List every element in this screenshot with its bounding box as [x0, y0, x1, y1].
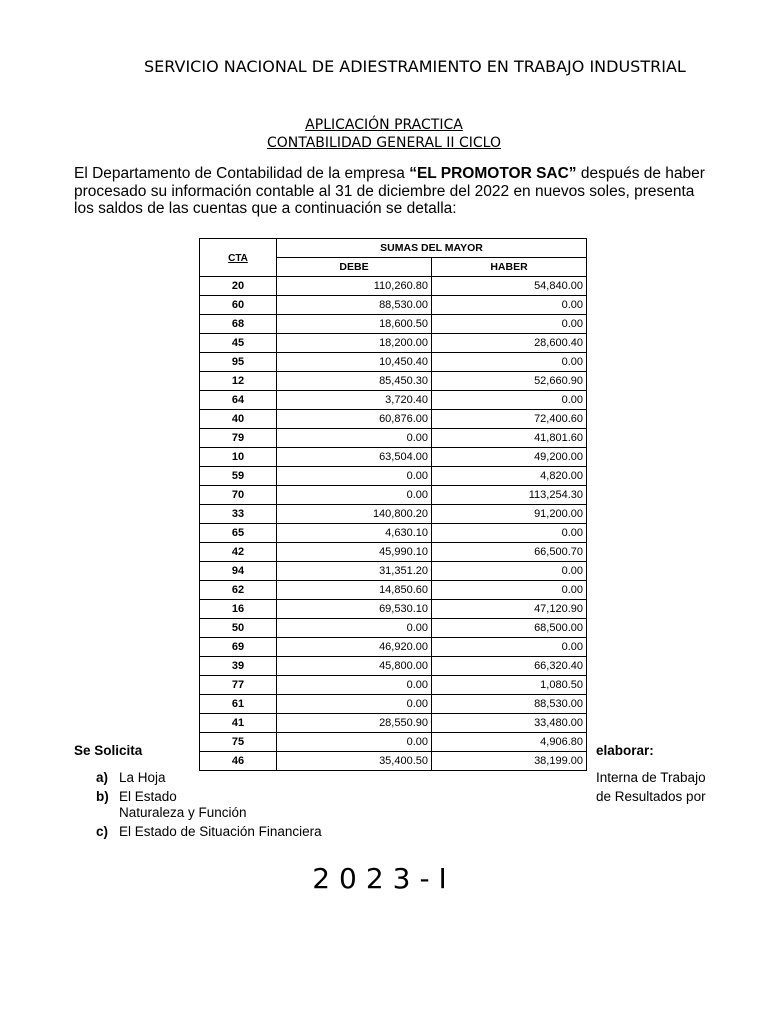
- table-row: [200, 733, 587, 752]
- table-row: [200, 505, 587, 524]
- debe-cell: 18,200.00: [277, 334, 432, 353]
- haber-cell: 68,500.00: [432, 619, 587, 638]
- haber-cell: 4,906.80: [432, 733, 587, 752]
- table-row: [200, 695, 587, 714]
- debe-cell: 85,450.30: [277, 372, 432, 391]
- ledger-table: [199, 238, 587, 771]
- haber-cell: 1,080.50: [432, 676, 587, 695]
- cta-cell: 46: [200, 752, 277, 771]
- item-c-text: El Estado de Situación Financiera: [119, 824, 322, 839]
- haber-cell: 41,801.60: [432, 429, 587, 448]
- debe-cell: 45,990.10: [277, 543, 432, 562]
- cta-cell: 20: [200, 277, 277, 296]
- haber-cell: 38,199.00: [432, 752, 587, 771]
- cta-cell: 40: [200, 410, 277, 429]
- cta-cell: 65: [200, 524, 277, 543]
- debe-cell: 14,850.60: [277, 581, 432, 600]
- cta-cell: 41: [200, 714, 277, 733]
- debe-cell: 69,530.10: [277, 600, 432, 619]
- table-row: [200, 562, 587, 581]
- item-b-left: El Estado: [119, 789, 177, 804]
- haber-cell: 66,320.40: [432, 657, 587, 676]
- document-title: SERVICIO NACIONAL DE ADIESTRAMIENTO EN TRABAJO INDUSTRIAL: [144, 57, 686, 76]
- debe-cell: 0.00: [277, 619, 432, 638]
- debe-cell: 60,876.00: [277, 410, 432, 429]
- haber-cell: 91,200.00: [432, 505, 587, 524]
- debe-cell: 3,720.40: [277, 391, 432, 410]
- debe-cell: 88,530.00: [277, 296, 432, 315]
- subtitle-application: APLICACIÓN PRACTICA: [305, 117, 463, 133]
- haber-cell: 0.00: [432, 353, 587, 372]
- debe-cell: 35,400.50: [277, 752, 432, 771]
- cta-cell: 70: [200, 486, 277, 505]
- debe-cell: 0.00: [277, 695, 432, 714]
- cta-cell: 79: [200, 429, 277, 448]
- subtitle-course: CONTABILIDAD GENERAL II CICLO: [266, 135, 502, 151]
- cta-cell: 95: [200, 353, 277, 372]
- debe-cell: 0.00: [277, 429, 432, 448]
- table-row: [200, 372, 587, 391]
- haber-cell: 4,820.00: [432, 467, 587, 486]
- haber-cell: 0.00: [432, 296, 587, 315]
- cta-cell: 50: [200, 619, 277, 638]
- table-row: [200, 448, 587, 467]
- table-row: [200, 657, 587, 676]
- cta-cell: 64: [200, 391, 277, 410]
- table-row: [200, 315, 587, 334]
- cta-cell: 61: [200, 695, 277, 714]
- period-label: 2023-I: [312, 862, 456, 895]
- debe-cell: 10,450.40: [277, 353, 432, 372]
- table-row: [200, 296, 587, 315]
- ledger-body: [200, 277, 587, 771]
- se-solicita-label: Se Solicita: [74, 743, 143, 758]
- haber-cell: 47,120.90: [432, 600, 587, 619]
- cta-cell: 39: [200, 657, 277, 676]
- cta-cell: 75: [200, 733, 277, 752]
- cta-cell: 60: [200, 296, 277, 315]
- debe-cell: 46,920.00: [277, 638, 432, 657]
- intro-text-1: El Departamento de Contabilidad de la empresa: [74, 165, 410, 182]
- cta-cell: 12: [200, 372, 277, 391]
- table-row: [200, 581, 587, 600]
- haber-cell: 0.00: [432, 562, 587, 581]
- haber-cell: 28,600.40: [432, 334, 587, 353]
- item-b-continuation: Naturaleza y Función: [119, 805, 247, 820]
- item-b-marker: b): [96, 789, 109, 804]
- table-row: [200, 676, 587, 695]
- sumas-header: SUMAS DEL MAYOR: [277, 239, 587, 258]
- haber-cell: 66,500.70: [432, 543, 587, 562]
- table-row: [200, 391, 587, 410]
- cta-cell: 33: [200, 505, 277, 524]
- elaborar-label: elaborar:: [596, 743, 654, 758]
- intro-text-2: después de haber procesado su información contable al 31 de diciembre del 2022 en nuevos soles, presenta los saldos de las cuentas que a continuación se detalla:: [74, 165, 705, 217]
- table-row: [200, 467, 587, 486]
- cta-cell: 62: [200, 581, 277, 600]
- cta-cell: 77: [200, 676, 277, 695]
- cta-cell: 59: [200, 467, 277, 486]
- debe-cell: 110,260.80: [277, 277, 432, 296]
- debe-cell: 4,630.10: [277, 524, 432, 543]
- haber-cell: 0.00: [432, 638, 587, 657]
- item-a-left: La Hoja: [119, 770, 166, 785]
- debe-cell: 0.00: [277, 467, 432, 486]
- table-row: [200, 486, 587, 505]
- cta-cell: 69: [200, 638, 277, 657]
- item-c-marker: c): [96, 824, 109, 839]
- cta-cell: 42: [200, 543, 277, 562]
- debe-cell: 0.00: [277, 486, 432, 505]
- table-row: [200, 429, 587, 448]
- haber-cell: 113,254.30: [432, 486, 587, 505]
- debe-cell: 28,550.90: [277, 714, 432, 733]
- cta-header: CTA: [200, 239, 277, 277]
- debe-cell: 0.00: [277, 733, 432, 752]
- table-row: [200, 524, 587, 543]
- cta-cell: 94: [200, 562, 277, 581]
- debe-cell: 63,504.00: [277, 448, 432, 467]
- haber-cell: 0.00: [432, 524, 587, 543]
- table-row: [200, 334, 587, 353]
- haber-cell: 33,480.00: [432, 714, 587, 733]
- table-row: [200, 277, 587, 296]
- item-a-right: Interna de Trabajo: [596, 770, 706, 785]
- cta-cell: 45: [200, 334, 277, 353]
- company-name: “EL PROMOTOR SAC”: [409, 165, 577, 182]
- item-a-marker: a): [96, 770, 109, 785]
- haber-header: HABER: [432, 258, 587, 277]
- haber-cell: 72,400.60: [432, 410, 587, 429]
- table-row: [200, 714, 587, 733]
- intro-paragraph: [74, 165, 714, 218]
- table-row: [200, 619, 587, 638]
- cta-cell: 68: [200, 315, 277, 334]
- debe-cell: 140,800.20: [277, 505, 432, 524]
- haber-cell: 0.00: [432, 391, 587, 410]
- debe-cell: 18,600.50: [277, 315, 432, 334]
- debe-header: DEBE: [277, 258, 432, 277]
- table-row: [200, 638, 587, 657]
- cta-cell: 16: [200, 600, 277, 619]
- table-row: [200, 752, 587, 771]
- haber-cell: 88,530.00: [432, 695, 587, 714]
- haber-cell: 54,840.00: [432, 277, 587, 296]
- debe-cell: 45,800.00: [277, 657, 432, 676]
- haber-cell: 0.00: [432, 581, 587, 600]
- item-b-right: de Resultados por: [596, 789, 706, 804]
- debe-cell: 0.00: [277, 676, 432, 695]
- table-row: [200, 410, 587, 429]
- haber-cell: 52,660.90: [432, 372, 587, 391]
- haber-cell: 49,200.00: [432, 448, 587, 467]
- table-row: [200, 353, 587, 372]
- table-row: [200, 600, 587, 619]
- cta-cell: 10: [200, 448, 277, 467]
- table-row: [200, 543, 587, 562]
- debe-cell: 31,351.20: [277, 562, 432, 581]
- haber-cell: 0.00: [432, 315, 587, 334]
